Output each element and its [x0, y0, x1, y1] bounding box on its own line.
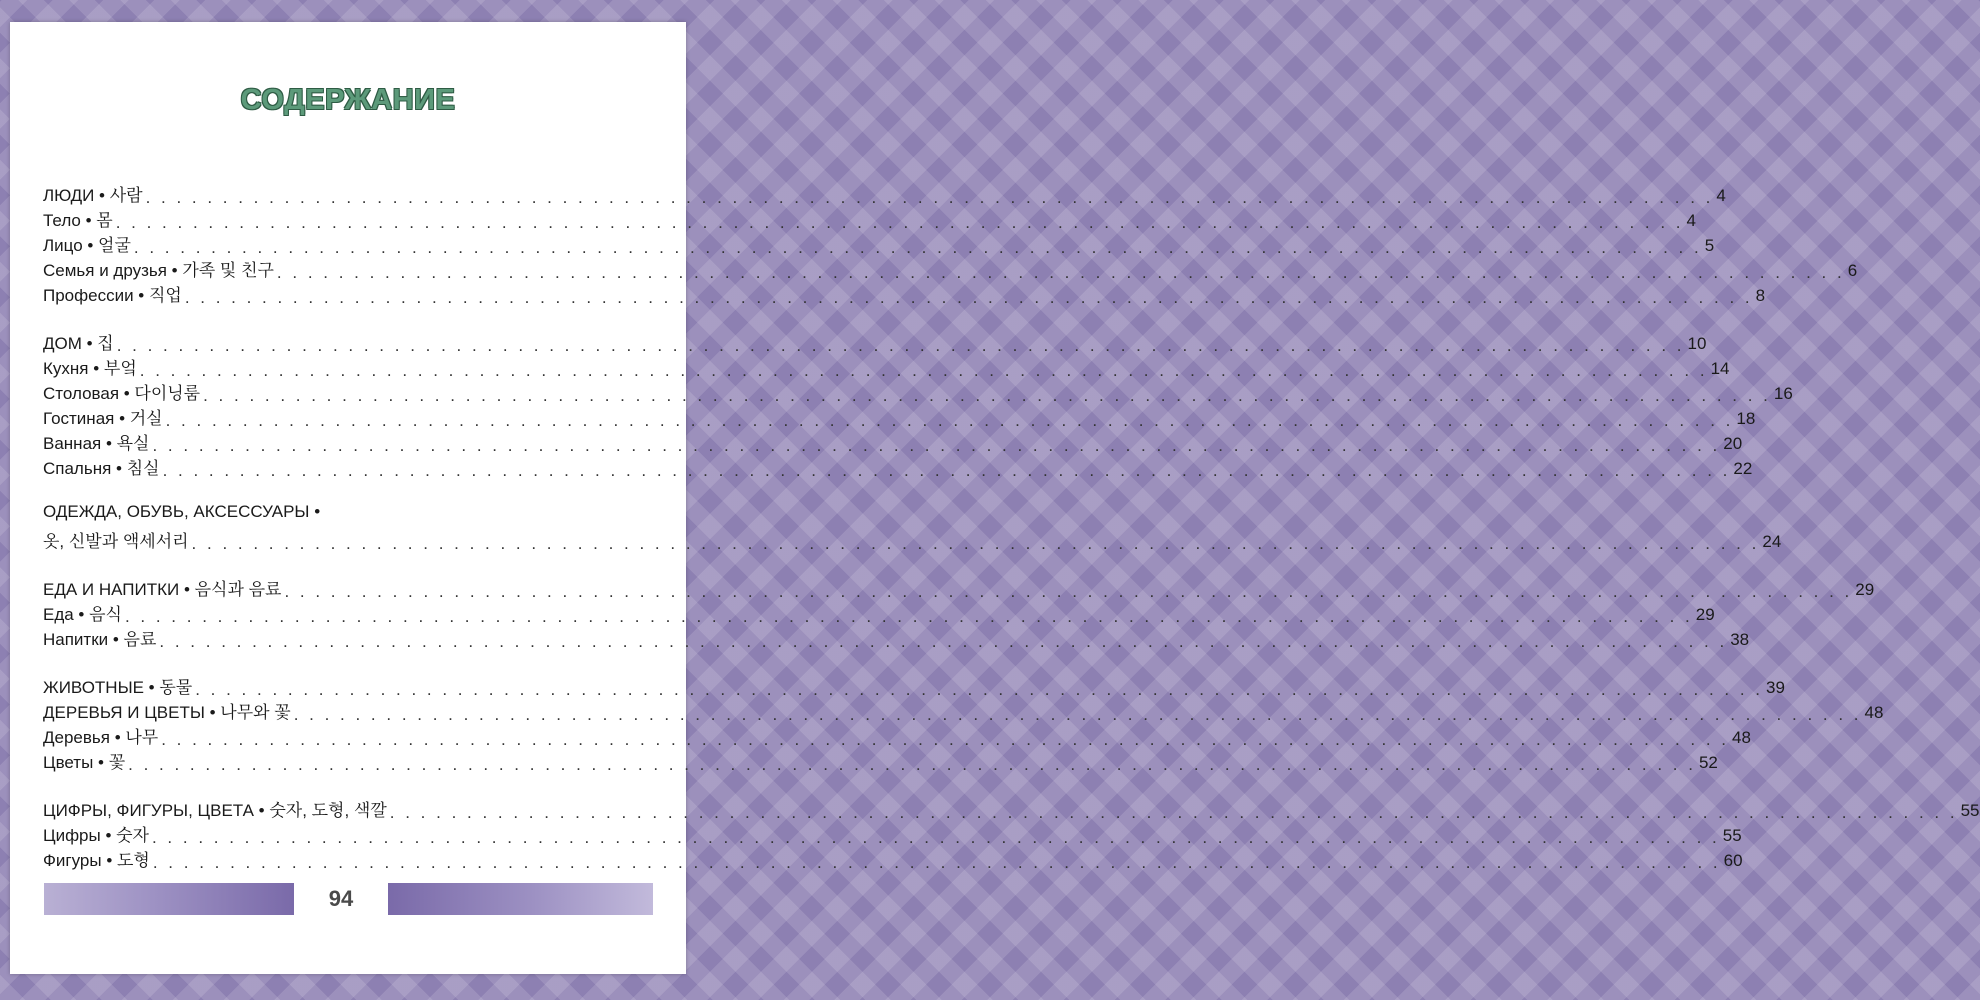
table-of-contents	[43, 181, 1980, 872]
toc-entry	[43, 379, 1793, 405]
dot-leader: . . . . . . . . . . . . . . . . . . . . . . . . . . . . . . . . . . . . . . . . . . . . . . . . . . . . . . . . . . . . . . . . . . . . . . . . . . . . . . . . . . . . . . . . . . . . . . . . . . . . . .	[128, 755, 1696, 774]
toc-entry	[43, 429, 1743, 455]
toc-entry-label: Напитки • 음료	[43, 630, 157, 649]
toc-entry-page: 5	[1704, 236, 1715, 255]
toc-entry	[43, 821, 1742, 847]
dot-leader: . . . . . . . . . . . . . . . . . . . . . . . . . . . . . . . . . . . . . . . . . . . . . . . . . . . . . . . . . . . . . . . . . . . . . . . . . . . . . . . . . . . . . . . . . . . . . . . . . . . . . .	[276, 263, 1845, 282]
toc-entry-label: ДЕРЕВЬЯ И ЦВЕТЫ • 나무와 꽃	[43, 703, 291, 722]
toc-entry-page: 6	[1847, 261, 1858, 280]
toc-entry	[43, 673, 1785, 699]
dot-leader: . . . . . . . . . . . . . . . . . . . . . . . . . . . . . . . . . . . . . . . . . . . . . . . . . . . . . . . . . . . . . . . . . . . . . . . . . . . . . . . . . . . . . . . . . . . . . . . . . . . . . .	[124, 607, 1693, 626]
toc-entry-label: ЦИФРЫ, ФИГУРЫ, ЦВЕТА • 숫자, 도형, 색깔	[43, 801, 387, 820]
toc-entry-label: Еда • 음식	[43, 605, 122, 624]
toc-heading	[43, 502, 653, 527]
toc-entry-label: Гостиная • 거실	[43, 409, 163, 428]
toc-entry-label: Тело • 몸	[43, 211, 113, 230]
book-page	[10, 22, 1980, 974]
toc-entry-page: 48	[1864, 703, 1884, 722]
toc-entry-page: 8	[1755, 286, 1766, 305]
dot-leader: . . . . . . . . . . . . . . . . . . . . . . . . . . . . . . . . . . . . . . . . . . . . . . . . . . . . . . . . . . . . . . . . . . . . . . . . . . . . . . . . . . . . . . . . . . . . . . . . . . . . . .	[191, 534, 1760, 553]
toc-entry	[43, 625, 1750, 651]
toc-entry	[43, 454, 1753, 480]
dot-leader: . . . . . . . . . . . . . . . . . . . . . . . . . . . . . . . . . . . . . . . . . . . . . . . . . . . . . . . . . . . . . . . . . . . . . . . . . . . . . . . . . . . . . . . . . . . . . . . . . . . . . .	[152, 853, 1721, 872]
dot-leader: . . . . . . . . . . . . . . . . . . . . . . . . . . . . . . . . . . . . . . . . . . . . . . . . . . . . . . . . . . . . . . . . . . . . . . . . . . . . . . . . . . . . . . . . . . . . . . . . . . . . . .	[116, 336, 1685, 355]
toc-entry	[43, 206, 1696, 232]
toc-entry	[43, 256, 1858, 282]
toc-entry-page: 20	[1723, 434, 1743, 453]
toc-entry-label: Цифры • 숫자	[43, 826, 149, 845]
toc-entry	[43, 404, 1756, 430]
toc-entry-page: 4	[1716, 186, 1726, 205]
toc-entry-page: 24	[1762, 532, 1782, 551]
page-footer	[10, 881, 686, 917]
toc-entry-label: Семья и друзья • 가족 및 친구	[43, 261, 274, 280]
toc-entry-label: Профессии • 직업	[43, 286, 182, 305]
dot-leader: . . . . . . . . . . . . . . . . . . . . . . . . . . . . . . . . . . . . . . . . . . . . . . . . . . . . . . . . . . . . . . . . . . . . . . . . . . . . . . . . . . . . . . . . . . . . . . . . . . . . . .	[389, 803, 1958, 822]
toc-entry-page: 22	[1733, 459, 1753, 478]
dot-leader: . . . . . . . . . . . . . . . . . . . . . . . . . . . . . . . . . . . . . . . . . . . . . . . . . . . . . . . . . . . . . . . . . . . . . . . . . . . . . . . . . . . . . . . . . . . . . . . . . . . . . .	[284, 582, 1853, 601]
toc-entry	[43, 698, 1884, 724]
dot-leader: . . . . . . . . . . . . . . . . . . . . . . . . . . . . . . . . . . . . . . . . . . . . . . . . . . . . . . . . . . . . . . . . . . . . . . . . . . . . . . . . . . . . . . . . . . . . . . . . . . . . . .	[162, 461, 1731, 480]
dot-leader: . . . . . . . . . . . . . . . . . . . . . . . . . . . . . . . . . . . . . . . . . . . . . . . . . . . . . . . . . . . . . . . . . . . . . . . . . . . . . . . . . . . . . . . . . . . . . . . . . . . . . .	[115, 213, 1684, 232]
toc-entry-page: 60	[1723, 851, 1743, 870]
toc-entry	[43, 329, 1707, 355]
toc-entry-label: Ванная • 욕실	[43, 434, 150, 453]
toc-entry-label: Цветы • 꽃	[43, 753, 126, 772]
toc-entry-page: 52	[1698, 753, 1718, 772]
toc-entry-page: 55	[1722, 826, 1742, 845]
dot-leader: . . . . . . . . . . . . . . . . . . . . . . . . . . . . . . . . . . . . . . . . . . . . . . . . . . . . . . . . . . . . . . . . . . . . . . . . . . . . . . . . . . . . . . . . . . . . . . . . . . . . . .	[145, 188, 1714, 207]
footer-bar-right	[388, 883, 653, 915]
page-title: СОДЕРЖАНИЕ	[240, 84, 456, 116]
toc-entry	[43, 231, 1715, 257]
toc-entry	[43, 796, 1980, 822]
toc-entry	[43, 181, 1726, 207]
toc-entry-page: 14	[1710, 359, 1730, 378]
dot-leader: . . . . . . . . . . . . . . . . . . . . . . . . . . . . . . . . . . . . . . . . . . . . . . . . . . . . . . . . . . . . . . . . . . . . . . . . . . . . . . . . . . . . . . . . . . . . . . . . . . . . . .	[203, 386, 1771, 405]
toc-entry-label: ЕДА И НАПИТКИ • 음식과 음료	[43, 580, 282, 599]
toc-entry-label: ЖИВОТНЫЕ • 동물	[43, 678, 193, 697]
toc-entry-page: 38	[1730, 630, 1750, 649]
page-number: 94	[328, 886, 354, 911]
dot-leader: . . . . . . . . . . . . . . . . . . . . . . . . . . . . . . . . . . . . . . . . . . . . . . . . . . . . . . . . . . . . . . . . . . . . . . . . . . . . . . . . . . . . . . . . . . . . . . . . . . . . . .	[293, 705, 1862, 724]
dot-leader: . . . . . . . . . . . . . . . . . . . . . . . . . . . . . . . . . . . . . . . . . . . . . . . . . . . . . . . . . . . . . . . . . . . . . . . . . . . . . . . . . . . . . . . . . . . . . . . . . . . . . .	[133, 238, 1702, 257]
toc-entry-page: 48	[1732, 728, 1751, 747]
toc-heading-label: ОДЕЖДА, ОБУВЬ, АКСЕССУАРЫ •	[43, 502, 321, 521]
dot-leader: . . . . . . . . . . . . . . . . . . . . . . . . . . . . . . . . . . . . . . . . . . . . . . . . . . . . . . . . . . . . . . . . . . . . . . . . . . . . . . . . . . . . . . . . . . . . . . . . . . . . . .	[152, 436, 1721, 455]
dot-leader: . . . . . . . . . . . . . . . . . . . . . . . . . . . . . . . . . . . . . . . . . . . . . . . . . . . . . . . . . . . . . . . . . . . . . . . . . . . . . . . . . . . . . . . . . . . . . . . . . . . . . .	[159, 632, 1728, 651]
toc-entry	[43, 354, 1730, 380]
toc-entry	[43, 575, 1875, 601]
toc-entry	[43, 527, 1782, 553]
toc-entry-label: Кухня • 부엌	[43, 359, 137, 378]
dot-leader: . . . . . . . . . . . . . . . . . . . . . . . . . . . . . . . . . . . . . . . . . . . . . . . . . . . . . . . . . . . . . . . . . . . . . . . . . . . . . . . . . . . . . . . . . . . . . . . . . . . . . .	[165, 411, 1734, 430]
toc-entry-page: 4	[1686, 211, 1696, 230]
toc-entry	[43, 600, 1715, 626]
toc-entry-page: 29	[1855, 580, 1875, 599]
toc-entry-label: 옷, 신발과 액세서리	[43, 532, 189, 551]
toc-entry-label: ДОМ • 집	[43, 334, 114, 353]
toc-entry-page: 16	[1773, 384, 1793, 403]
toc-entry-label: Столовая • 다이닝룸	[43, 384, 201, 403]
footer-bar-left	[44, 883, 294, 915]
toc-entry-page: 18	[1736, 409, 1756, 428]
toc-entry-label: Фигуры • 도형	[43, 851, 150, 870]
dot-leader: . . . . . . . . . . . . . . . . . . . . . . . . . . . . . . . . . . . . . . . . . . . . . . . . . . . . . . . . . . . . . . . . . . . . . . . . . . . . . . . . . . . . . . . . . . . . . . . . . . . . . .	[161, 730, 1730, 749]
toc-entry-label: Лицо • 얼굴	[43, 236, 131, 255]
toc-entry-page: 29	[1695, 605, 1715, 624]
toc-entry-label: ЛЮДИ • 사람	[43, 186, 143, 205]
toc-entry	[43, 281, 1766, 307]
toc-entry-label: Деревья • 나무	[43, 728, 159, 747]
toc-entry	[43, 846, 1743, 872]
toc-entry-page: 39	[1766, 678, 1785, 697]
dot-leader: . . . . . . . . . . . . . . . . . . . . . . . . . . . . . . . . . . . . . . . . . . . . . . . . . . . . . . . . . . . . . . . . . . . . . . . . . . . . . . . . . . . . . . . . . . . . . . . . . . . . . .	[139, 361, 1708, 380]
toc-entry	[43, 723, 1751, 749]
toc-entry-label: Спальня • 침실	[43, 459, 160, 478]
dot-leader: . . . . . . . . . . . . . . . . . . . . . . . . . . . . . . . . . . . . . . . . . . . . . . . . . . . . . . . . . . . . . . . . . . . . . . . . . . . . . . . . . . . . . . . . . . . . . . . . . . . . . .	[184, 288, 1753, 307]
toc-entry-page: 10	[1687, 334, 1707, 353]
dot-leader: . . . . . . . . . . . . . . . . . . . . . . . . . . . . . . . . . . . . . . . . . . . . . . . . . . . . . . . . . . . . . . . . . . . . . . . . . . . . . . . . . . . . . . . . . . . . . . . . . . . . . .	[151, 828, 1720, 847]
toc-entry-page: 55	[1960, 801, 1980, 820]
dot-leader: . . . . . . . . . . . . . . . . . . . . . . . . . . . . . . . . . . . . . . . . . . . . . . . . . . . . . . . . . . . . . . . . . . . . . . . . . . . . . . . . . . . . . . . . . . . . . . . . . . . . . .	[195, 680, 1764, 699]
toc-entry	[43, 748, 1718, 774]
